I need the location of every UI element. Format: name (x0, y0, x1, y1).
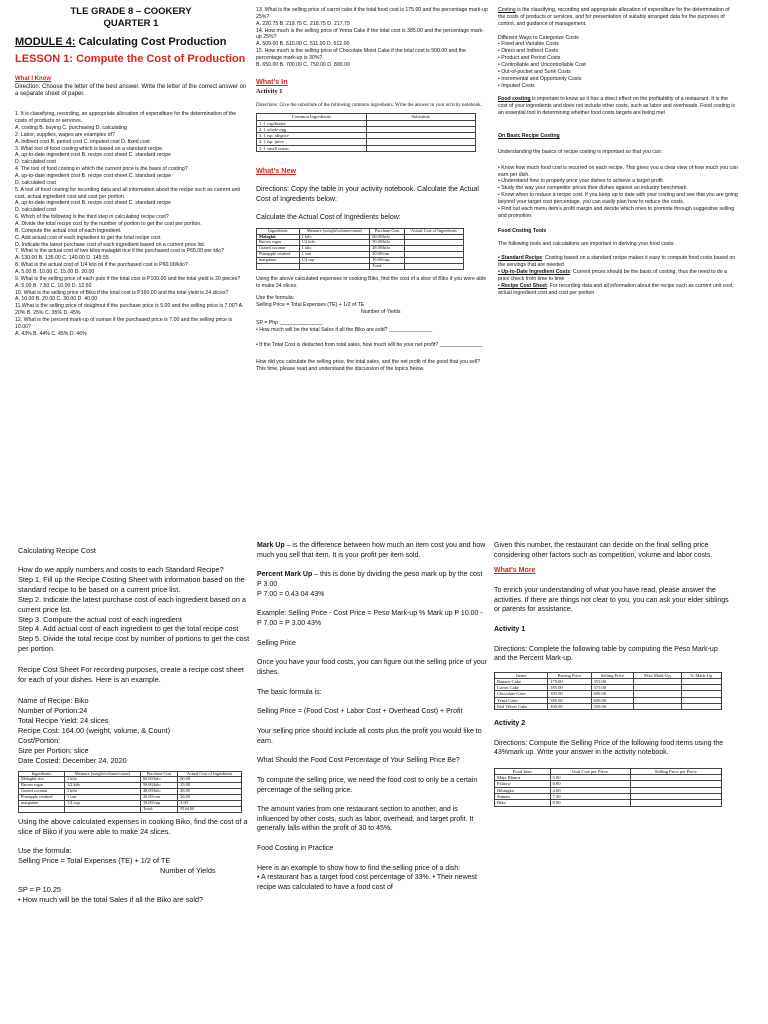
quiz-item: A. 130.00 B. 135.00 C. 140.00 D. 145.55 (15, 255, 109, 262)
quiz-item: 7. What is the actual cost of two kilos malagkit rice if the purchased cost is P65.00 per kilo? (15, 248, 225, 255)
table-cell: Grated coconut (257, 246, 300, 252)
quiz-item: 4. The tool of food costing in which the current price is the basis of costing? (15, 166, 188, 173)
quiz-item: B. 650.00 B. 700.00 C. 750.00 D. 800.00 (256, 61, 350, 68)
table-cell: 1. 1 cup/butter (257, 120, 367, 126)
table-cell: 1/4 cup (299, 258, 370, 264)
table-cell: 385.00 (548, 697, 591, 703)
total-sales-question: • How much will be the total Sales if all the Biko are sold? (18, 894, 204, 904)
food-cost-percentage-question: What Should the Food Cost Percentage of Your Selling Price Be? (257, 757, 460, 765)
table-cell: 1 can (64, 795, 140, 801)
quiz-item: 3. What tool of food costing which is based on a standard recipe. (15, 145, 164, 152)
table-cell: 60.00/kilo (370, 234, 405, 240)
food-costing-term: Food costing (498, 96, 531, 103)
quiz-item: B. Compute the actual cost of each ingredient. (15, 227, 122, 234)
steps-list (18, 565, 250, 654)
table-header-cell: Unit Cost per Piece (550, 768, 630, 774)
direction-text: Direction: Choose the letter of the best answer. Write the letter of the correct answer on a separate sheet of paper. (15, 83, 247, 98)
percent-markup-text: – this is done by dividing the peso mark up by the cost (312, 571, 483, 579)
table-header-cell: Actual Cost of Ingredients (404, 228, 463, 234)
food-costing-text: is important to know as it has a direct effect on the profitability of a restaurant. It is the cost of your ingredients and does not include other costs, such as labor and overheads. Food costing is an essential tool in determining whether food costs targets are being met (498, 96, 736, 117)
top-left-column (15, 6, 247, 338)
table-cell: 1 kilo (299, 246, 370, 252)
recipe-info-line: Cost/Portion: (18, 735, 61, 745)
table-cell: 4.00 (178, 801, 242, 807)
quiz-item: 11.What is the selling price of doughnut if the purchase price is 5.00 and the selling price is 7.00? A. 20% B. 25% C. 35% D. 45% (15, 303, 244, 317)
quiz-item: D. calculated cost (15, 179, 56, 186)
quiz-item: A. 43% B. 44% C. 45% D. 46% (15, 330, 87, 337)
quiz-item: 12. What is the percent mark-up of suman if the purchased price is 7.00 and the selling price is 10.00? (15, 317, 233, 330)
table-row (495, 703, 722, 709)
use-formula-label: Use the formula: (256, 294, 295, 301)
table-cell (404, 264, 463, 270)
table-cell: 48.00 (178, 789, 242, 795)
module-name: Calculating Cost Production (75, 35, 227, 48)
table-cell: 16.00/cup (141, 801, 178, 807)
basic-recipe-item: • Study the way your competitor prices their dishes against an industry benchmark. (498, 185, 688, 192)
quiz-item: A. up-to-date ingredient cost B. recipe cost sheet C. standard recipe (15, 152, 171, 159)
table-cell: 650.00 (591, 697, 634, 703)
table-cell (634, 703, 682, 709)
sp-value: SP = P 10.25 (18, 884, 61, 894)
quiz-items (15, 111, 247, 337)
enrich-text: To enrich your understanding of what you have read, please answer the activities. If there are things not clear to you, you can ask your elder siblings or parents for assistance. (494, 586, 729, 614)
table-cell: Biko (495, 800, 551, 806)
food-costing-paragraph (498, 96, 738, 117)
table-cell: 650.00 (591, 691, 634, 697)
tool-ingredient-costs-text: : Current prices should be the basis of costing, thus the need to do a price check from time to time (498, 269, 728, 282)
tool-standard-recipe (498, 255, 738, 269)
quiz-item: D. calculated cost (15, 159, 56, 166)
tool-recipe-cost-sheet-text: : For recording data and all information about the recipe such as current unit cost, actual ingredient cost and cost per portion (498, 282, 734, 296)
percent-markup-line2: P 7.00 = 0.43 04 43% (257, 590, 325, 598)
percent-markup-term: Percent Mark Up (257, 571, 313, 579)
quiz-items-continued (256, 7, 488, 69)
table-header-cell: Ingredients (257, 228, 300, 234)
table-cell: 1/2 kilo (299, 240, 370, 246)
bottom-middle-column (257, 541, 489, 893)
varies-text: The amount varies from one restaurant section to another, and is influenced by other costs, such as labor, overhead, and target profit. It generally falls within the profit of 30 to 45%. (257, 806, 474, 833)
recipe-info-line: Recipe Cost: 164.00 (weight, volume, & Count) (18, 725, 171, 735)
basic-recipe-list (498, 165, 738, 220)
tools-intro: The following tools and calculations are important in deriving your food costs: (498, 241, 675, 248)
activity1-bottom-directions: Directions: Complete the following table by computing the Peso Mark-up and the Percent Mark-up. (494, 645, 718, 663)
compute-text: To compute the selling price, we need the food cost to only be a certain percentage of the selling price. (257, 776, 478, 794)
step-line: How do we apply numbers and costs to each Standard Recipe? (18, 564, 224, 574)
include-text: Your selling price should include all costs plus the profit you would like to earn. (257, 727, 482, 745)
table-cell: Maja Blanca (495, 775, 551, 781)
table-row (257, 145, 476, 151)
quiz-item: A. 5.00 B. 7.50 C. 10.00 D. 12.50 (15, 282, 92, 289)
table-cell: Malagkit (257, 234, 300, 240)
ways-title: Different Ways to Categorize Costs (498, 34, 579, 41)
example-intro: Here is an example to show how to find the selling price of a dish: (257, 864, 461, 872)
table-cell: 5.00 (550, 775, 630, 781)
whats-new-heading: What's New (256, 165, 297, 175)
quiz-item: A. 5.00 B. 10.00 C. 15.00 D. 20.00 (15, 269, 95, 276)
given-text: Given this number, the restaurant can decide on the final selling price considering other factors such as competition, volume and labor costs. (494, 542, 713, 559)
module-title (15, 35, 247, 50)
cost-category-item: • Incremental and Opportunity Costs (498, 75, 582, 82)
quiz-item: A. costing B. buying C. purchasing D. calculating (15, 125, 127, 131)
table-cell: 395.00 (548, 691, 591, 697)
table-cell: Red Velvet Cake (495, 703, 548, 709)
quiz-item: A. up-to-date ingredient cost B. recipe cost sheet C. standard recipe (15, 200, 171, 207)
lesson-name: Compute the Cost of Production (73, 53, 246, 66)
table-cell: 5. 1 small onion (257, 145, 367, 151)
table-cell (630, 800, 722, 806)
quiz-item: C. Add actual cost of each ingredient to get the total recipe cost. (15, 234, 162, 241)
quarter-header: QUARTER 1 (103, 17, 159, 29)
table-cell (64, 807, 140, 813)
table-cell: Suman (495, 794, 551, 800)
table-cell: 48.00/kilo (141, 789, 178, 795)
table-cell: 1 can (299, 252, 370, 258)
table-cell: 26.00/can (141, 795, 178, 801)
sheet-intro: Recipe Cost Sheet For recording purposes, create a recipe cost sheet for each of your dishes. Here is an example. (18, 665, 244, 685)
table-cell: Carrot Cake (495, 685, 548, 691)
profit-question: • If the Total Cost is deducted from total sales, how much will be your net profit? _______________ (256, 342, 483, 349)
table-cell: 8.00 (550, 800, 630, 806)
activity2-heading: Activity 2 (494, 719, 526, 727)
markup-term: Mark Up (257, 542, 285, 549)
closing-text: How did you calculate the selling price, the total sales, and the net profit of the good that you sell? This time, please read and understand the discussion of the topics below. (256, 359, 481, 372)
table-cell: 375.00 (591, 685, 634, 691)
table-cell: 26.00 (178, 795, 242, 801)
table-cell: 25.00 (178, 783, 242, 789)
lesson-title (15, 52, 247, 67)
table-cell (681, 703, 721, 709)
whats-more-heading: What's More (494, 567, 536, 575)
selling-price-formula: Selling Price = (Food Cost + Labor Cost + Overhead Cost) + Profit (257, 708, 463, 716)
step-line: Step 4. Add actual cost of each ingredient to get the total recipe cost (18, 624, 239, 634)
table-header-cell: Purchase Cost (370, 228, 405, 234)
quiz-item: 1. It is classifying, recording, an appropriate allocation of expenditure for the determination of the costs of products or services. (15, 111, 237, 125)
grade-header: TLE GRADE 8 – COOKERY (70, 6, 192, 17)
table-cell: 50.00/kilo (370, 240, 405, 246)
top-right-column (498, 7, 738, 297)
cost-category-item: • Imputed Costs (498, 82, 535, 89)
table-cell: 4. 1 tsp. juice (257, 139, 367, 145)
tool-standard-recipe-text: : Costing based on a standard recipe makes it easy to compute food costs based on the servings that are needed (498, 255, 736, 269)
table-cell: Total: (370, 264, 405, 270)
table-cell: Brown sugar (19, 783, 65, 789)
basic-recipe-item: • Know when to reduce a recipe cost. If you keep up to date with your costing and see that you are going beyond your target cost percentage, you can easily plan how to reduce the costs. (498, 192, 738, 206)
practice-title: Food Costing in Practice (257, 845, 334, 853)
calculating-title: Calculating Recipe Cost (18, 546, 96, 555)
table-cell: 60.00/kilo (141, 777, 178, 783)
markup-table (494, 672, 722, 710)
tool-standard-recipe-term: • Standard Recipe (498, 255, 543, 262)
costing-definition-text: is the classifying, recording and appropriate allocation of expenditure for the determination of the costs of products or services, and for presentation of suitably arranged data for the purposes of control, and guidance of management. (498, 7, 730, 27)
table-cell: P164.00 (178, 807, 242, 813)
selling-price-table (494, 768, 722, 807)
table-header-cell: Ingredients (19, 771, 65, 777)
table-header-cell: % Mark-Up (681, 672, 721, 678)
basic-formula-label: The basic formula is: (257, 688, 322, 696)
recipe-info-line: Size per Portion: slice (18, 745, 89, 755)
activity1-directions: Directions: Give the substitute of the following common ingredients. Write the answer in your activity notebook. (256, 102, 482, 108)
top-middle-column (256, 7, 488, 373)
percent-markup-definition (257, 570, 489, 580)
tool-ingredient-costs-term: • Up-to-Date Ingredient Costs (498, 269, 571, 276)
module-label: MODULE 4: (15, 35, 76, 48)
cost-category-item: • Out-of-pocket and Sunk Costs (498, 68, 571, 75)
recipe-info-line: Name of Recipe: Biko (18, 696, 89, 706)
table-cell: 48.00/kilo (370, 246, 405, 252)
table-cell: 175.00 (548, 679, 591, 685)
table-cell: 550.00 (591, 703, 634, 709)
table-header-cell: Selling Price per Piece (630, 768, 722, 774)
table-cell: 3. 1 tsp. allspice (257, 133, 367, 139)
table-header-cell: Common Ingredients (257, 114, 367, 120)
table-cell: 1 kilo (64, 777, 140, 783)
table-header-cell: Buying Price (548, 672, 591, 678)
table-cell: 1 kilo (64, 789, 140, 795)
table-cell: 1/2 kilo (64, 783, 140, 789)
use-formula-bottom: Use the formula: (18, 845, 72, 855)
using-text: Using the above calculated expenses in cooking Biko, find the cost of a slice of Biko if you were able to make 24 slices. (256, 276, 487, 289)
example-bullet: • A restaurant has a target food cost percentage of 33%. • Their newest recipe was calculated to have a food cost of (257, 874, 477, 892)
ways-list (498, 41, 738, 89)
using-text-bottom: Using the above calculated expenses in cooking Biko, find the cost of a slice of Biko if you were able to make 24 slices. (18, 817, 248, 836)
quiz-item: 15. How much is the selling price of Chocolate Moist Cake if the total cost is 500.00 and the percentage mark-up is 30%? (256, 48, 466, 62)
quiz-item: A. 10.00 B. 20.00 C. 30.00 D. 40.00 (15, 296, 98, 303)
quiz-item: A. 509.00 B. 510.00 C. 511.00 D. 512.00 (256, 41, 350, 48)
quiz-item: 14. How much is the selling price of Yema Cake if the total cost is 385.00 and the percentage mark-up 25%? (256, 27, 484, 41)
bottom-right-column (494, 541, 730, 807)
table-header-cell: Measure (weight/volume/count) (299, 228, 370, 234)
table-cell: Grated coconut (19, 789, 65, 795)
table-cell: 4.00 (550, 787, 630, 793)
table-cell: 7.50 (550, 794, 630, 800)
table-cell: margarine (257, 258, 300, 264)
formula-bottom: Selling Price = Total Expenses (TE) + 1/2 of TE (18, 855, 171, 865)
table-header-cell: Measure (weight/volume/count) (64, 771, 140, 777)
quiz-item: 2. Labor, supplies, wages are examples of? (15, 131, 115, 138)
basic-recipe-item: • Understand how to properly price your dishes to achieve a target profit. (498, 178, 665, 185)
recipe-info-line: Total Recipe Yield: 24 slices (18, 715, 109, 725)
formula-denominator: Number of Yields (361, 308, 401, 315)
table-cell (299, 264, 370, 270)
recipe-info (18, 696, 250, 765)
quiz-item: 10. What is the selling price of Biko if the total cost is P160.00 and the total yield is 24 slices? (15, 289, 229, 296)
activity1-bottom-heading: Activity 1 (494, 625, 526, 633)
table-cell: Pineapple crushed (19, 795, 65, 801)
table-cell: margarine (19, 801, 65, 807)
table-header-cell: Selling Price (591, 672, 634, 678)
bottom-left-column (18, 546, 250, 905)
markup-text: – is the difference between how much an item cost you and how much you sell that item. It is your profit per item sold. (257, 542, 486, 559)
table-cell: 50.00/kilo (141, 783, 178, 789)
table-cell: Total: (141, 807, 178, 813)
tools-title: Food Costing Tools (498, 227, 547, 234)
quiz-item: 9. What is the selling price of each puto if the total cost is P100.00 and the total yield is 20 pieces? (15, 275, 241, 282)
table-cell: 185.00 (548, 685, 591, 691)
table-cell: Palitaw (495, 781, 551, 787)
table-cell-empty (366, 145, 476, 151)
table-header-cell: Purchase Cost (141, 771, 178, 777)
cost-category-item: • Product and Period Costs (498, 55, 561, 62)
step-line: Step 2. Indicate the latest purchase cost of each ingredient based on a current price list. (18, 594, 246, 614)
step-line: Step 3. Compute the actual cost of each ingredient (18, 614, 182, 624)
tool-recipe-cost-sheet-term: • Recipe Cost Sheet (498, 282, 547, 289)
table-cell: Brown sugar (257, 240, 300, 246)
basic-recipe-item: • Find out each menu item's profit margin and decide which ones to promote through suggestive selling and promotion. (498, 205, 735, 219)
table-cell: 1 kilo (299, 234, 370, 240)
basic-recipe-item: • Know how much food cost is incurred on each recipe. This gives you a clear view of how much you can earn per dish. (498, 164, 738, 178)
table-header-cell: Peso Mark-Up (634, 672, 682, 678)
table-cell: 400.00 (548, 703, 591, 709)
table-header-cell: Actual Cost of Ingredients (178, 771, 242, 777)
recipe-info-line: Number of Portion:24 (18, 705, 88, 715)
table-cell: 60.00 (178, 777, 242, 783)
tool-recipe-cost-sheet (498, 283, 738, 297)
step-line: Step 1. Fill up the Recipe Costing Sheet with information based on the standard recipe to be based on a current price list. (18, 574, 245, 594)
table-header-cell: Substitute (366, 114, 476, 120)
quiz-item: 5. A tool of food costing for recording data and all information about the recipe such as current unit cost, actual ingredient cost and cost per portion. (15, 186, 240, 200)
quiz-item: 6. Which of the following is the third step in calculating recipe cost? (15, 214, 169, 221)
quiz-item: A. 220.75 B. 219.75 C. 218.75 D. 217.75 (256, 20, 350, 27)
quiz-item: A. Divide the total recipe cost by the number of portion to get the cost per portion. (15, 221, 202, 228)
cost-category-item: • Fixed and Variable Costs (498, 41, 559, 48)
sales-question: • How much will be the total Sales if all the Biko are sold? _______________ (256, 327, 433, 334)
tool-ingredient-costs (498, 269, 738, 283)
table-row (19, 807, 242, 813)
table-cell: 16.00/cup (370, 258, 405, 264)
lesson-label: LESSON 1: (15, 53, 74, 66)
costing-term: Costing (498, 7, 516, 13)
quiz-item: A. up-to-date ingredient cost B. recipe cost sheet C. standard recipe (15, 173, 171, 180)
table-row (495, 800, 722, 806)
cost-category-item: • Direct and Indirect Costs (498, 48, 559, 55)
quiz-item: D. Indicate the latest purchase cost of each ingredient based on a current price list. (15, 241, 206, 248)
table-cell: 20.00/can (370, 252, 405, 258)
table-cell: 353.00 (591, 679, 634, 685)
biko-cost-table (18, 771, 242, 814)
table-cell: 6.00 (550, 781, 630, 787)
selling-price-intro: Once you have your food costs, you can figure out the selling price of your dishes. (257, 659, 487, 676)
quiz-item: 8. What is the actual cost of 1/4 kilo oil if the purchased cost is P60.00/kilo? (15, 262, 188, 269)
table-cell: Banana Cake (495, 679, 548, 685)
table-cell: Bibingka (495, 787, 551, 793)
quiz-item: D. calculated cost (15, 207, 56, 214)
whats-in-heading: What's In (256, 76, 288, 86)
table-cell: Malagkit rice (19, 777, 65, 783)
quiz-item: A. indirect cost B. period cost C. imputed cost D. fixed cost (15, 138, 150, 145)
percent-markup-line1: P 3.00 (257, 580, 278, 588)
formula-text: Selling Price = Total Expenses (TE) + 1/2 of TE (256, 301, 365, 308)
table-header-cell: Food Item (495, 768, 551, 774)
cost-category-item: • Controllable and Uncontrollable Cost (498, 62, 586, 69)
step-line: Step 5. Divide the total recipe cost by number of portions to get the cost per portion. (18, 634, 250, 654)
activity1-heading: Activity 1 (256, 88, 283, 96)
selling-price-title: Selling Price (257, 639, 296, 647)
activity2-directions: Directions: Compute the Selling Price of the following food items using the 43%mark up. Write your answer in the activity notebook. (494, 739, 724, 757)
table-cell: Chocolate Cake (495, 691, 548, 697)
table-cell: Yema Cake (495, 697, 548, 703)
recipe-info-line: Date Costed: December 24. 2020 (18, 755, 127, 765)
substitute-table (256, 113, 476, 152)
formula-denominator-bottom: Number of Yields (160, 865, 216, 875)
markup-definition (257, 541, 489, 560)
sp-answer: SP = Php _______________ (256, 320, 323, 327)
table-row (257, 264, 464, 270)
whats-new-directions: Directions: Copy the table in your activity notebook. Calculate the Actual Cost of Ingredients below: (256, 186, 479, 203)
costing-definition (498, 7, 738, 28)
basic-recipe-title: On Basic Recipe Costing (498, 133, 560, 140)
quiz-item: 13. What is the selling price of carrot cake if the total food cost is 175.00 and the percentage mark-up 25%? (256, 7, 488, 20)
markup-example: Example: Selling Price - Cost Price = Peso Mark-up % Mark up P 10.00 - P 7.00 = P 3.00 43% (257, 610, 483, 627)
table-cell (19, 807, 65, 813)
table-cell: 2. 1 whole egg (257, 126, 367, 132)
table-cell (257, 264, 300, 270)
what-i-know-heading: What I Know (15, 75, 51, 82)
calc-table (256, 228, 464, 271)
table-header-cell: Items (495, 672, 548, 678)
table-cell: 1/4 cup (64, 801, 140, 807)
table-cell: Pineapple crushed (257, 252, 300, 258)
calc-title: Calculate the Actual Cost of Ingredients below: (256, 214, 401, 222)
basic-recipe-intro: Understanding the basics of recipe costing is important so that you can: (498, 148, 663, 155)
